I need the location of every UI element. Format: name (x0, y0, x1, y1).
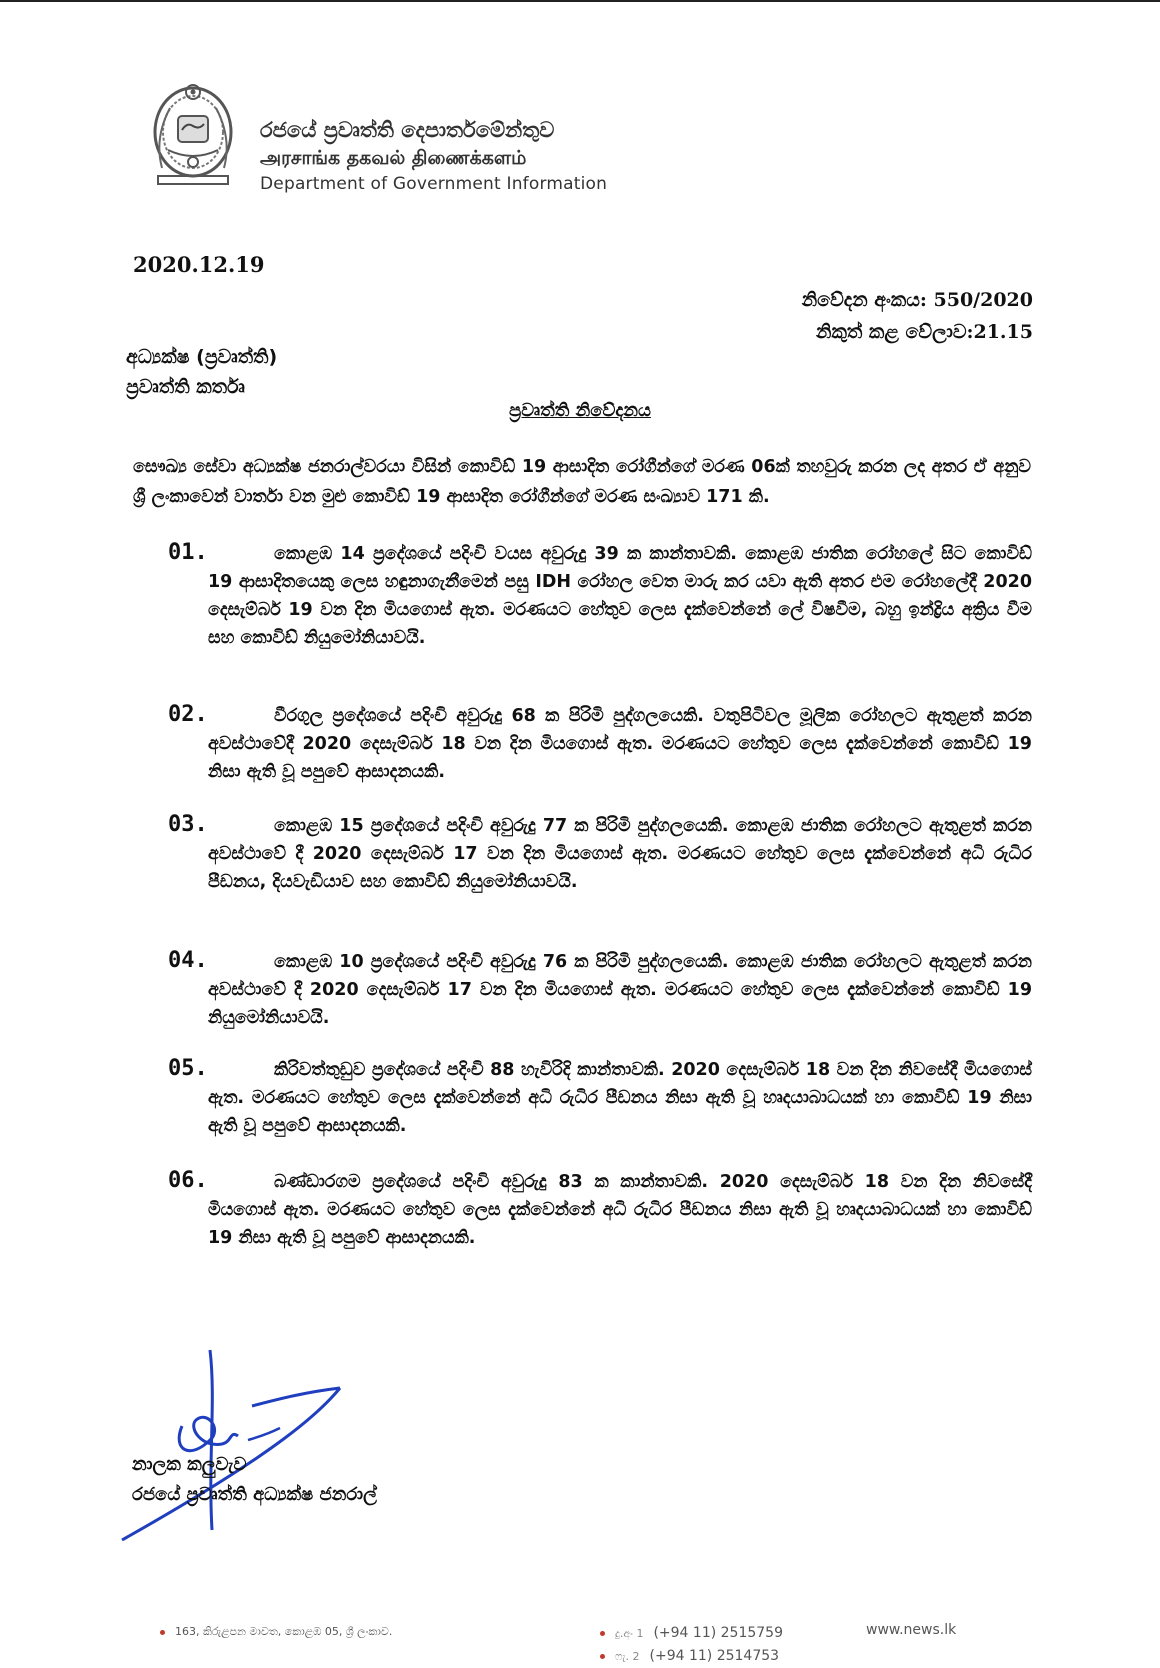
item-number: 05. (168, 1056, 208, 1081)
top-rule (0, 0, 1160, 2)
item-number: 01. (168, 540, 208, 565)
item-text: කිරිවත්තුඩුව ප්‍රදේශයේ පදිංචි 88 හැවිරිදි කාන්තාවකි. 2020 දෙසැම්බර් 18 වන දින නිවසේදී මියගොස් ඇත. මරණයට හේතුව ලෙස දැක්වෙන්නේ අධි රුධිර පීඩනය නිසා ඇති වූ හෘදයාබාධයක් හා කොවිඩ් 19 නිසා ඇති වූ පපුවේ ආසාදනයකි. (208, 1060, 1032, 1136)
list-item (168, 1168, 1032, 1252)
item-text: කොළඹ 10 ප්‍රදේශයේ පදිංචි අවුරුදු 76 ක පිරිමි පුද්ගලයෙකි. කොළඹ ජාතික රෝහලට ඇතුළත් කරන අවස්ථාවේ දී 2020 දෙසැම්බර් 17 වන දින මියගොස් ඇත. මරණයට හේතුව ලෙස දැක්වෙන්නේ කොවිඩ් 19 නියුමෝනියාවයි. (208, 952, 1032, 1028)
signer-name: නාලක කලුවැව (132, 1454, 247, 1475)
list-item (168, 812, 1032, 896)
sri-lanka-emblem-icon (148, 80, 238, 190)
dept-name-english: Department of Government Information (260, 174, 608, 194)
recipient-block (126, 342, 277, 402)
list-item (168, 702, 1032, 786)
recipient-line-1: අධ්‍යක්ෂ (ප්‍රවෘත්ති) (126, 346, 278, 368)
item-number: 04. (168, 948, 208, 973)
footer-fax: ෆැ. 2 (+94 11) 2514753 (600, 1645, 783, 1668)
footer-website-link[interactable]: www.news.lk (866, 1622, 957, 1638)
release-number: නිවේදන අංකය: 550/2020 (801, 289, 1033, 311)
release-date: 2020.12.19 (133, 252, 265, 277)
bullet-icon (160, 1630, 165, 1635)
item-number: 02. (168, 702, 208, 727)
item-text: කොළඹ 15 ප්‍රදේශයේ පදිංචි අවුරුදු 77 ක පිරිමි පුද්ගලයෙකි. කොළඹ ජාතික රෝහලට ඇතුළත් කරන අවස්ථාවේ දී 2020 දෙසැම්බර් 17 වන දින මියගොස් ඇත. මරණයට හේතුව ලෙස දැක්වෙන්නේ අධි රුධිර පීඩනය, දියවැඩියාව සහ කොවිඩ් නියුමෝනියාවයි. (208, 816, 1032, 892)
item-number: 03. (168, 812, 208, 837)
recipient-line-2: ප්‍රවෘත්ති කර්තෘ (126, 376, 245, 398)
release-time: නිකුත් කළ වේලාව:21.15 (816, 321, 1033, 343)
reference-block (802, 284, 1033, 348)
item-text: වීරගුල ප්‍රදේශයේ පදිංචි අවුරුදු 68 ක පිරිමි පුද්ගලයෙකි. වතුපිටිවල මූලික රෝහලට ඇතුළත් කරන අවස්ථාවේදී 2020 දෙසැම්බර් 18 වන දින මියගොස් ඇත. මරණයට හේතුව ලෙස දැක්වෙන්නේ කොවිඩ් 19 නිසා ඇති වූ පපුවේ ආසාදනයකි. (208, 706, 1032, 782)
department-header (260, 116, 607, 196)
footer-phone: දු.අං 1 (+94 11) 2515759 (600, 1622, 783, 1645)
intro-paragraph: සෞඛ්‍ය සේවා අධ්‍යක්ෂ ජනරාල්වරයා විසින් කොවිඩ් 19 ආසාදිත රෝගීන්ගේ මරණ 06ක් තහවුරු කරන ලද අතර ඒ අනුව ශ්‍රී ලංකාවෙන් වාර්තා වන මුළු කොවිඩ් 19 ආසාදිත රෝගීන්ගේ මරණ සංඛ්‍යාව 171 කි. (133, 457, 1031, 507)
list-item (168, 948, 1032, 1032)
footer-address: 163, කිරුළපන මාවත, කොළඹ 05, ශ්‍රී ලංකාව. (160, 1622, 392, 1642)
list-item (168, 1056, 1032, 1140)
dept-name-tamil: அரசாங்க தகவல் திணைக்களம் (260, 147, 527, 169)
footer-contacts (600, 1622, 783, 1668)
bullet-icon (600, 1654, 605, 1659)
document-title: ප්‍රවෘත්ති නිවේදනය (509, 400, 651, 421)
signer-title: රජයේ ප්‍රවෘත්ති අධ්‍යක්ෂ ජනරාල් (132, 1484, 377, 1505)
list-item (168, 540, 1032, 652)
item-text: කොළඹ 14 ප්‍රදේශයේ පදිංචි වයස අවුරුදු 39 ක කාන්තාවකි. කොළඹ ජාතික රෝහලේ සිට කොවිඩ් 19 ආසාදිතයෙකු ලෙස හඳුනාගැනීමෙන් පසු IDH රෝහල වෙත මාරු කර යවා ඇති අතර එම රෝහලේදී 2020 දෙසැම්බර් 19 වන දින මියගොස් ඇත. මරණයට හේතුව ලෙස දැක්වෙන්නේ ලේ විෂවීම, බහු ඉන්ද්‍රිය අක්‍රිය වීම සහ කොවිඩ් නියුමෝනියාවයි. (208, 544, 1032, 648)
item-text: බණ්ඩාරගම ප්‍රදේශයේ පදිංචි අවුරුදු 83 ක කාන්තාවකි. 2020 දෙසැම්බර් 18 වන දින නිවසේදී මියගොස් ඇත. මරණයට හේතුව ලෙස දැක්වෙන්නේ අධි රුධිර පීඩනය නිසා ඇති වූ හෘදයාබාධයක් හා කොවිඩ් 19 නිසා ඇති වූ පපුවේ ආසාදනයකි. (208, 1172, 1032, 1248)
dept-name-sinhala: රජයේ ප්‍රවෘත්ති දෙපාර්තමේන්තුව (260, 118, 555, 142)
item-number: 06. (168, 1168, 208, 1193)
signer-block (132, 1450, 377, 1510)
bullet-icon (600, 1631, 605, 1636)
